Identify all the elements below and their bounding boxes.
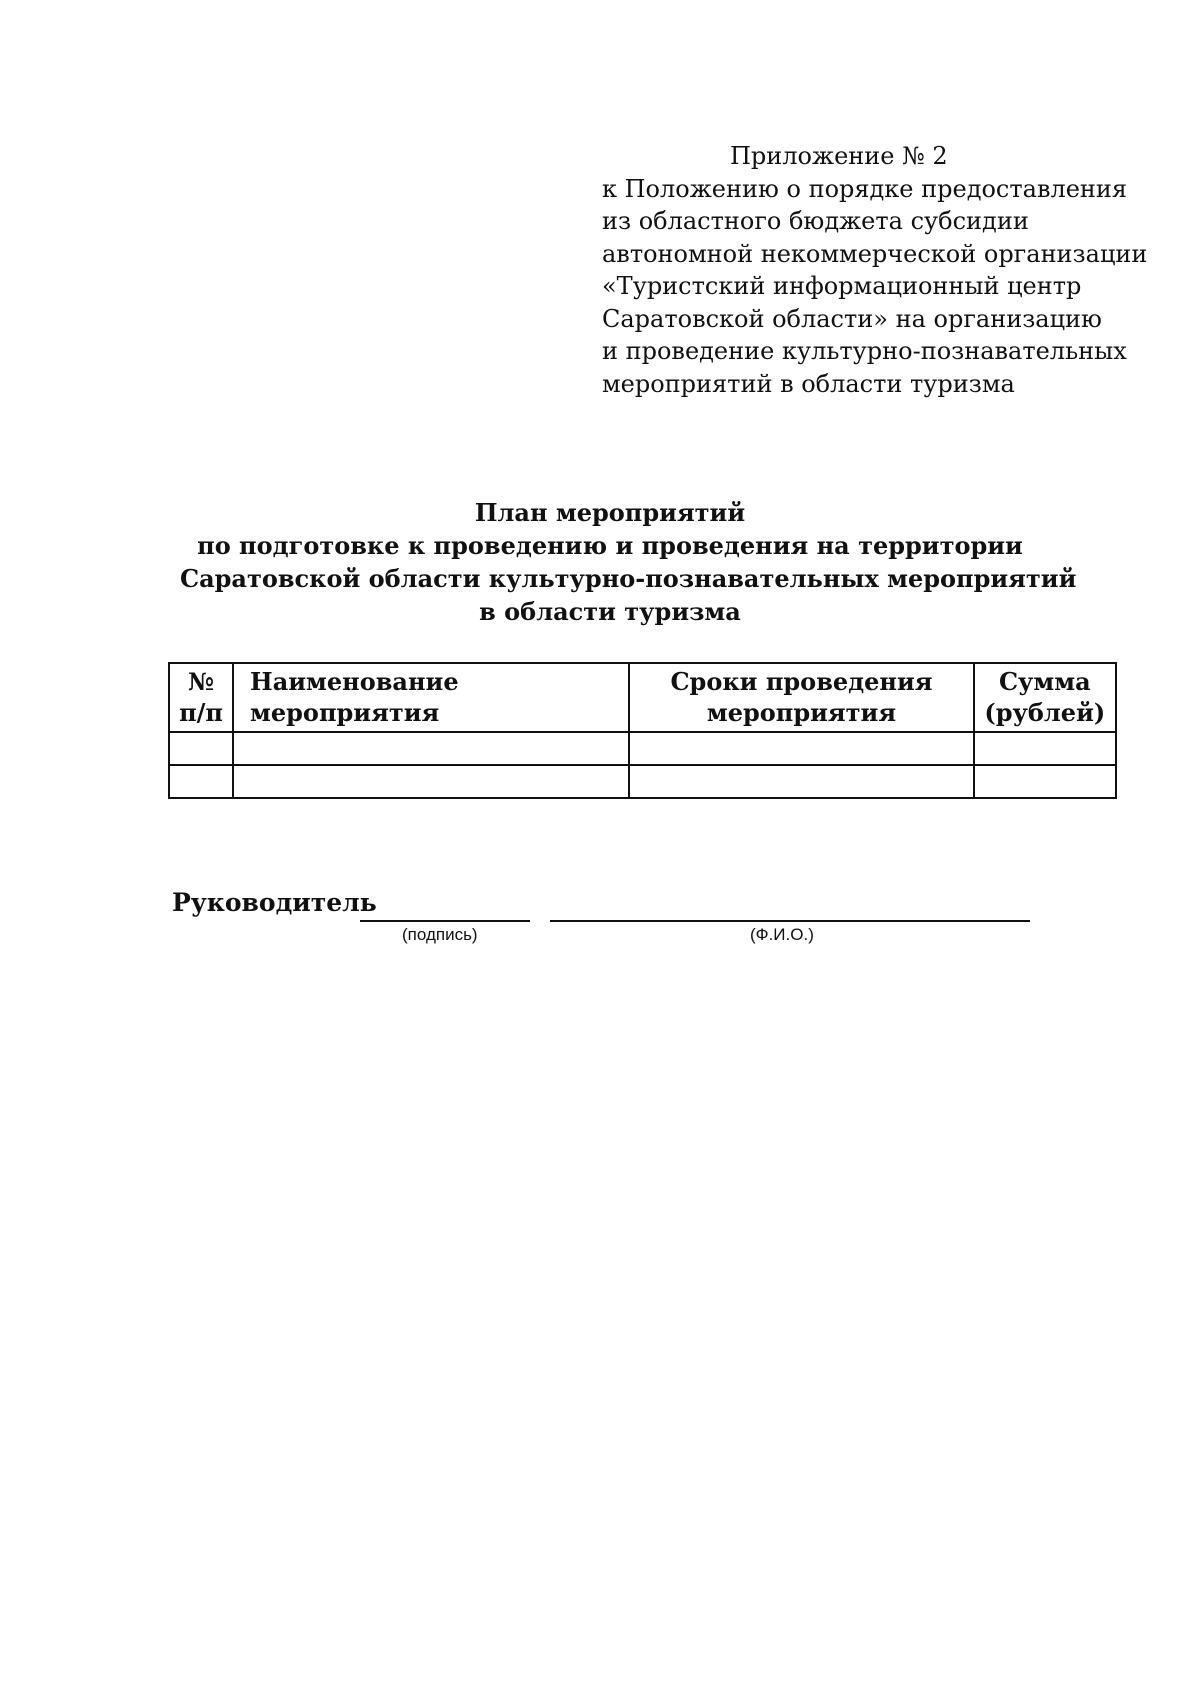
header-dates: Сроки проведения мероприятия <box>629 663 973 732</box>
plan-title-line: План мероприятий <box>474 498 746 527</box>
table-cell <box>169 765 233 798</box>
appendix-line: «Туристский информационный центр <box>602 272 1082 300</box>
appendix-line: мероприятий в области туризма <box>602 369 1015 398</box>
full-name-caption: (Ф.И.О.) <box>750 925 814 944</box>
plan-title-line: в области туризма <box>479 597 741 626</box>
table-row <box>169 765 1116 798</box>
signature-caption: (подпись) <box>402 925 478 944</box>
table-cell <box>629 732 973 765</box>
table-cell <box>629 765 973 798</box>
appendix-line: к Положению о порядке предоставления <box>602 174 1128 203</box>
plan-title-line: Саратовской области культурно-познавательных мероприятий <box>180 564 1077 593</box>
table-header-row <box>169 663 1116 732</box>
header-num: № п/п <box>169 663 233 732</box>
full-name-line <box>550 920 1030 922</box>
appendix-line: из областного бюджета субсидии <box>602 207 1029 235</box>
appendix-block <box>602 140 1162 400</box>
table-cell <box>233 732 629 765</box>
table-cell <box>169 732 233 765</box>
table-cell <box>974 732 1116 765</box>
signature-line <box>360 920 530 922</box>
plan-title <box>180 496 1077 628</box>
plan-table <box>168 662 1117 799</box>
appendix-line: автономной некоммерческой организации <box>602 239 1148 268</box>
plan-title-line: по подготовке к проведению и проведения на территории <box>197 531 1023 560</box>
header-event-name: Наименование мероприятия <box>233 663 629 732</box>
table-row <box>169 732 1116 765</box>
appendix-line: Саратовской области» на организацию <box>602 304 1102 333</box>
appendix-line: и проведение культурно-познавательных <box>602 337 1127 365</box>
appendix-title: Приложение № 2 <box>730 142 948 170</box>
table-cell <box>974 765 1116 798</box>
header-sum: Сумма (рублей) <box>974 663 1116 732</box>
table-cell <box>233 765 629 798</box>
signature-block <box>172 888 1072 948</box>
signature-label: Руководитель <box>172 888 377 917</box>
